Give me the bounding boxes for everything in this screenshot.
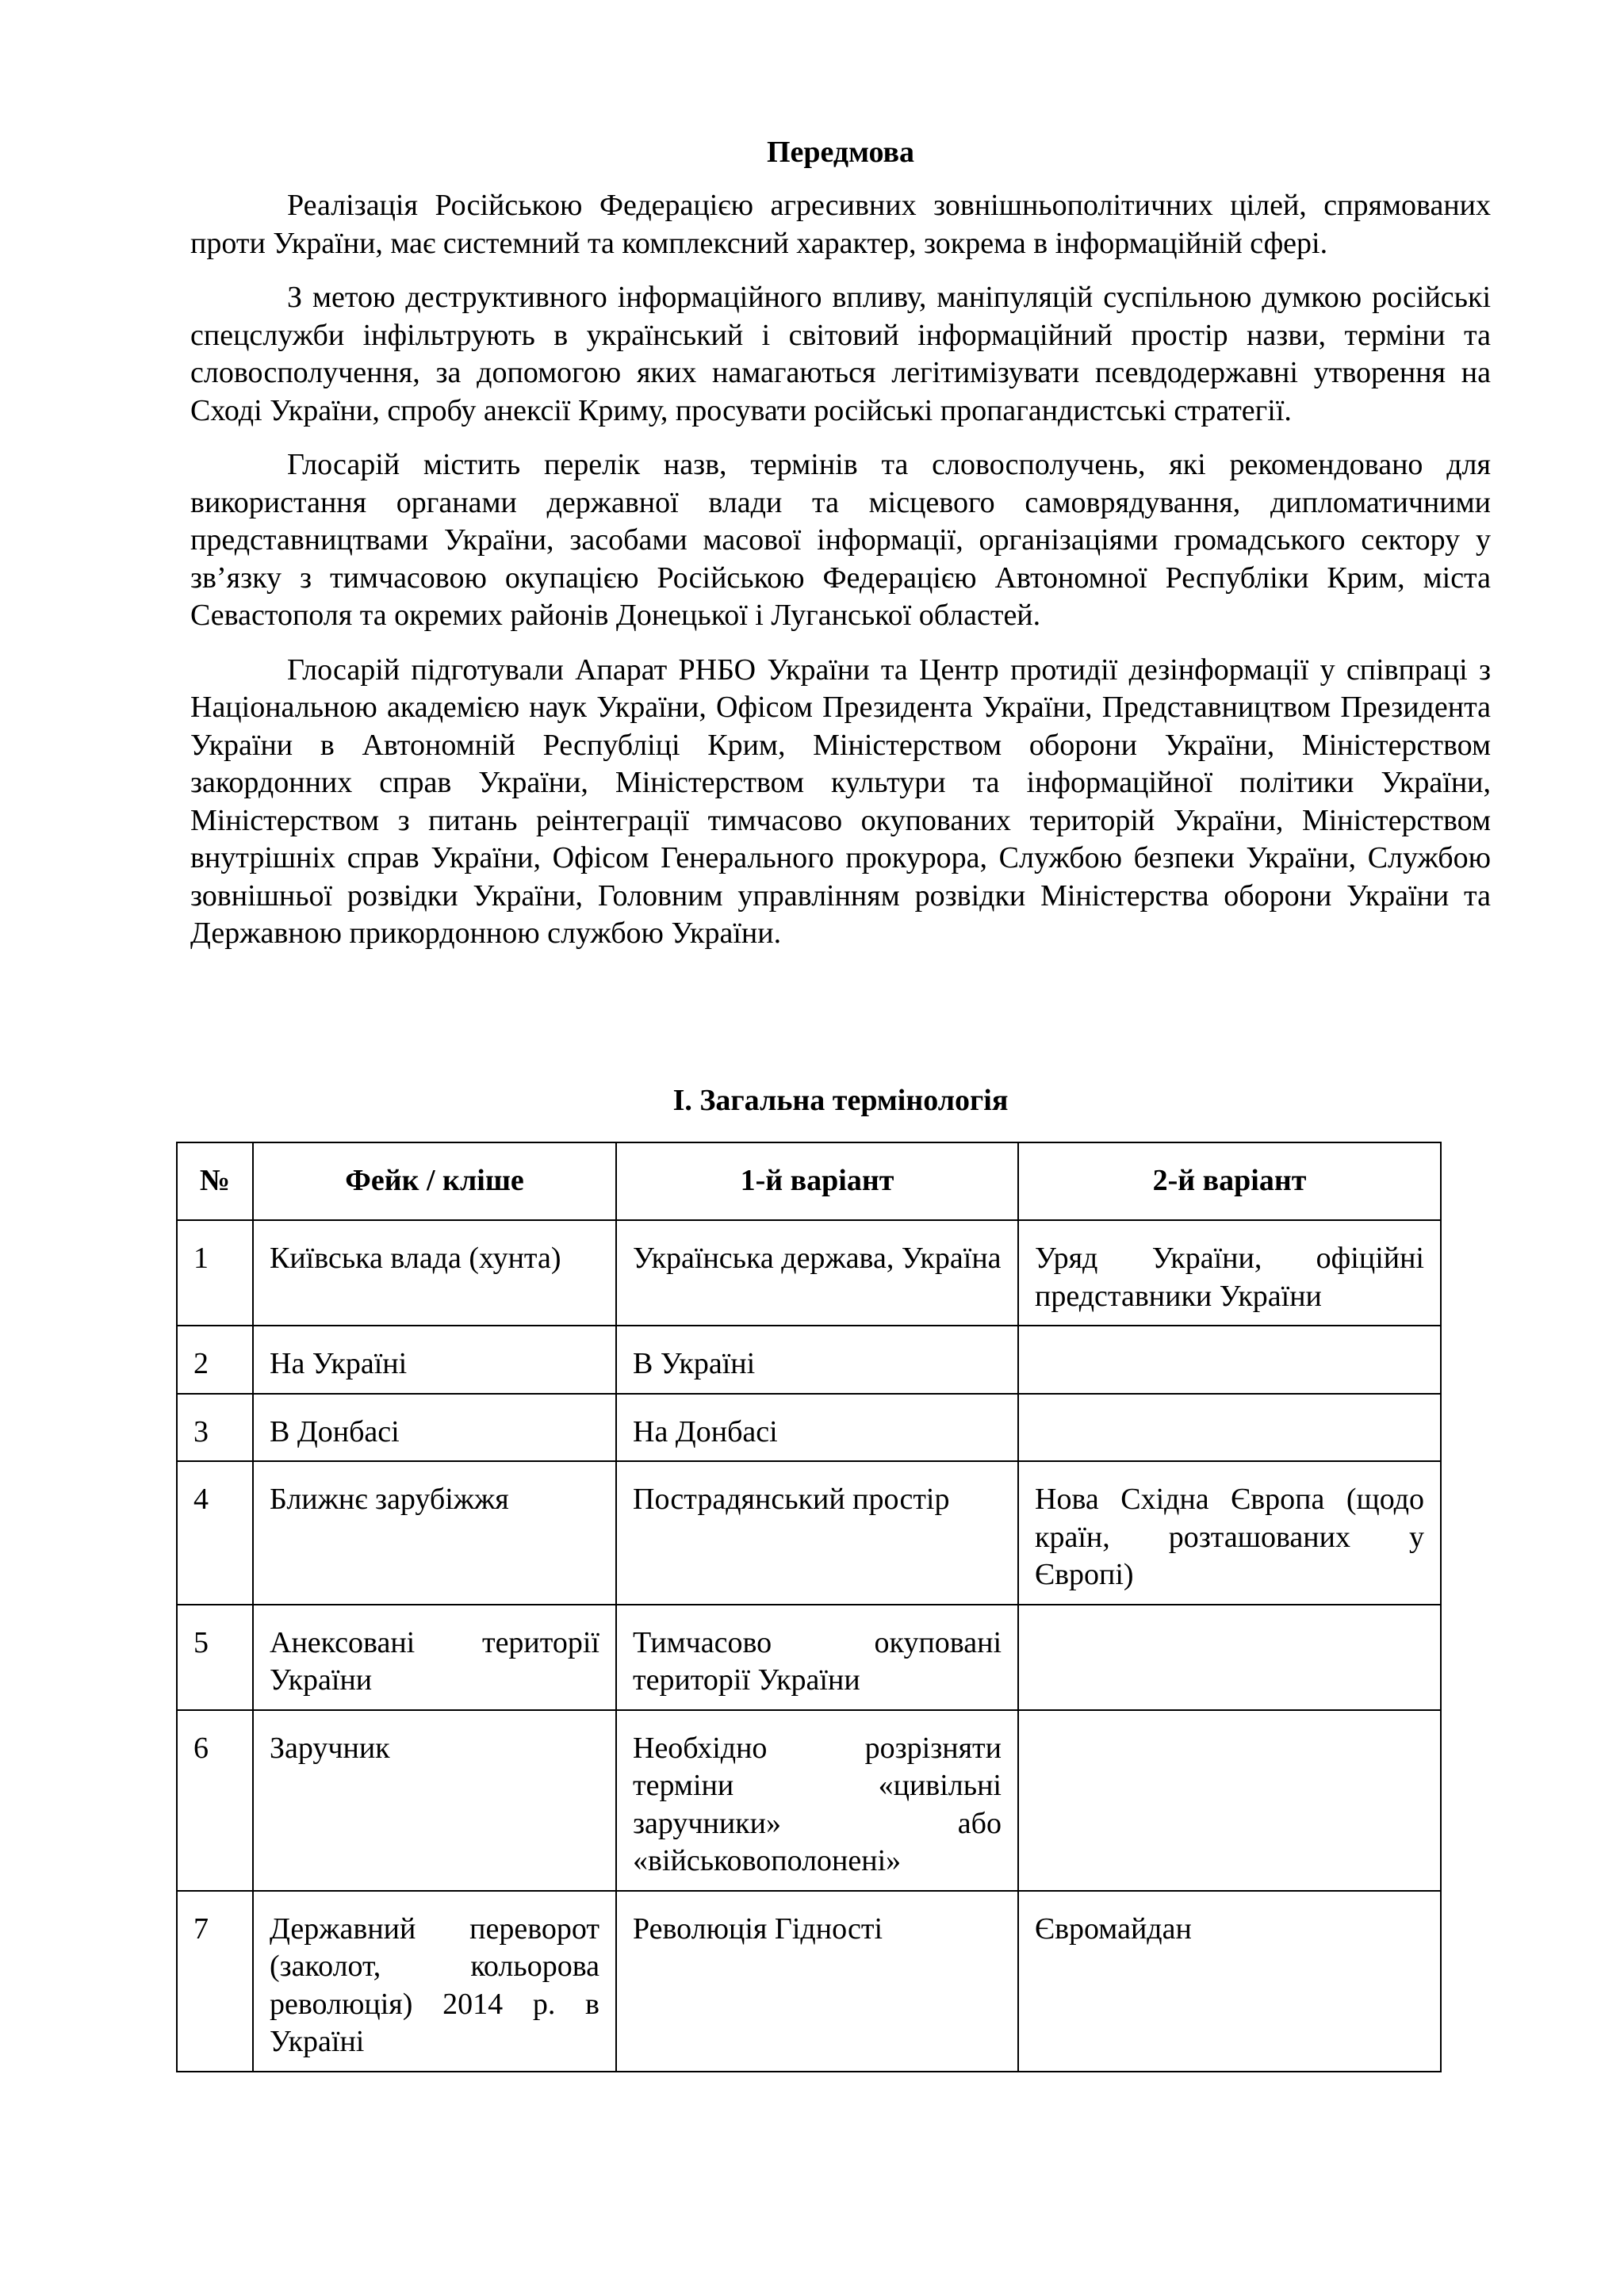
row-number: 3	[177, 1394, 253, 1462]
section-title: І. Загальна термінологія	[672, 1084, 1009, 1117]
variant-2	[1018, 1326, 1441, 1394]
fake-term: Київська влада (хунта)	[253, 1220, 616, 1326]
column-header-variant-2: 2-й варіант	[1018, 1142, 1441, 1220]
table-row	[177, 1710, 1441, 1891]
variant-2	[1018, 1710, 1441, 1891]
row-number: 5	[177, 1605, 253, 1710]
row-number: 4	[177, 1461, 253, 1605]
row-number: 1	[177, 1220, 253, 1326]
preface-paragraph: Глосарій містить перелік назв, термінів та словосполучень, які рекомендовано для використання органами державної влади та місцевого самоврядування, дипломатичними представництвами України, засобами масової інформації, організаціями громадського сектору у зв’язку з тимчасовою окупацією Російською Федерацією Автономної Республіки Крим, міста Севастополя та окремих районів Донецької і Луганської областей.	[190, 448, 1491, 632]
variant-1: Революція Гідності	[616, 1891, 1018, 2072]
table-row	[177, 1891, 1441, 2072]
preface-title: Передмова	[766, 136, 915, 169]
fake-term: В Донбасі	[253, 1394, 616, 1462]
fake-term: Анексовані території України	[253, 1605, 616, 1710]
variant-1: В Україні	[616, 1326, 1018, 1394]
preface-paragraph: Реалізація Російською Федерацією агресивних зовнішньополітичних цілей, спрямованих проти України, має системний та комплексний характер, зокрема в інформаційній сфері.	[190, 189, 1491, 260]
table-row	[177, 1461, 1441, 1605]
table-row	[177, 1326, 1441, 1394]
variant-1: Українська держава, Україна	[616, 1220, 1018, 1326]
variant-2	[1018, 1605, 1441, 1710]
variant-2: Уряд України, офіційні представники України	[1018, 1220, 1441, 1326]
table-row	[177, 1220, 1441, 1326]
variant-1: Тимчасово окуповані території України	[616, 1605, 1018, 1710]
variant-1: Пострадянський простір	[616, 1461, 1018, 1605]
table-header-row	[177, 1142, 1441, 1220]
variant-2: Євромайдан	[1018, 1891, 1441, 2072]
fake-term: Ближнє зарубіжжя	[253, 1461, 616, 1605]
column-header-number: №	[177, 1142, 253, 1220]
preface-body	[190, 187, 1491, 970]
variant-2: Нова Східна Європа (щодо країн, розташованих у Європі)	[1018, 1461, 1441, 1605]
fake-term: Державний переворот (заколот, кольорова революція) 2014 р. в Україні	[253, 1891, 616, 2072]
row-number: 6	[177, 1710, 253, 1891]
column-header-variant-1: 1-й варіант	[616, 1142, 1018, 1220]
preface-paragraph: Глосарій підготували Апарат РНБО України та Центр протидії дезінформації у співпраці з Національною академією наук України, Офісом Президента України, Представництвом Президента України в Автономній Республіці Крим, Міністерством оборони України, Міністерством закордонних справ України, Міністерством культури та інформаційної політики України, Міністерством з питань реінтеграції тимчасово окупованих територій України, Міністерством внутрішніх справ України, Офісом Генерального прокурора, Службою безпеки України, Службою зовнішньої розвідки України, Головним управлінням розвідки Міністерства оборони України та Державною прикордонною службою України.	[190, 652, 1491, 950]
table-row	[177, 1394, 1441, 1462]
table-row	[177, 1605, 1441, 1710]
preface-paragraph: З метою деструктивного інформаційного впливу, маніпуляцій суспільною думкою російські спецслужби інфільтрують в український і світовий інформаційний простір назви, терміни та словосполучення, за допомогою яких намагаються легітимізувати псевдодержавні утворення на Сході України, спробу анексії Криму, просувати російські пропагандистські стратегії.	[190, 281, 1491, 427]
variant-1: Необхідно розрізняти терміни «цивільні заручники» або «військовополонені»	[616, 1710, 1018, 1891]
fake-term: Заручник	[253, 1710, 616, 1891]
variant-1: На Донбасі	[616, 1394, 1018, 1462]
row-number: 2	[177, 1326, 253, 1394]
variant-2	[1018, 1394, 1441, 1462]
fake-term: На Україні	[253, 1326, 616, 1394]
row-number: 7	[177, 1891, 253, 2072]
glossary-table	[176, 1142, 1442, 2072]
column-header-fake: Фейк / кліше	[253, 1142, 616, 1220]
